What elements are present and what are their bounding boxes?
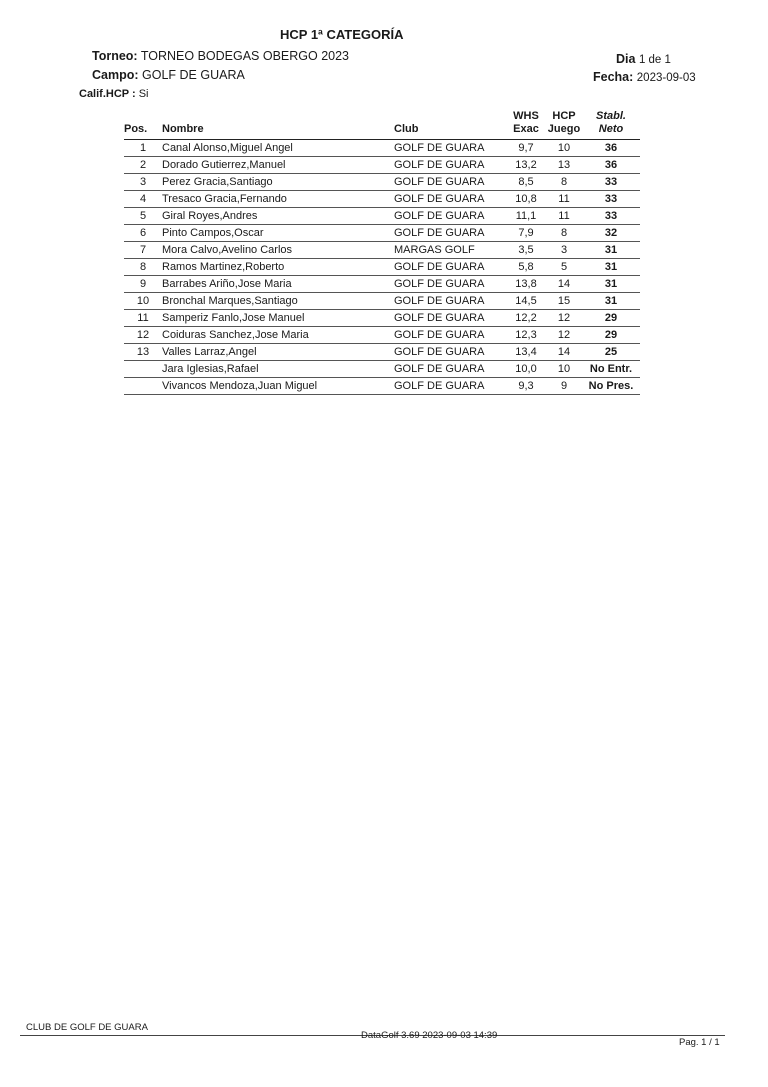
dia-line (616, 52, 671, 66)
row-neto: 32 (582, 225, 640, 242)
row-name: Vivancos Mendoza,Juan Miguel (162, 378, 390, 395)
row-hcp: 12 (546, 310, 582, 327)
row-club: GOLF DE GUARA (390, 378, 506, 395)
row-whs: 10,8 (506, 191, 546, 208)
fecha-line (593, 70, 696, 84)
row-whs: 13,4 (506, 344, 546, 361)
row-pos: 4 (124, 191, 162, 208)
row-whs: 13,8 (506, 276, 546, 293)
row-club: GOLF DE GUARA (390, 293, 506, 310)
row-whs: 10,0 (506, 361, 546, 378)
results-body (124, 140, 640, 395)
table-row (124, 276, 640, 293)
row-name: Pinto Campos,Oscar (162, 225, 390, 242)
row-name: Ramos Martinez,Roberto (162, 259, 390, 276)
col-neto-line1: Stabl. (596, 110, 626, 122)
table-row (124, 259, 640, 276)
report-title: HCP 1ª CATEGORÍA (280, 27, 404, 42)
col-whs-line1: WHS (513, 110, 539, 122)
row-whs: 13,2 (506, 157, 546, 174)
calif-label: Calif.HCP : (79, 88, 136, 100)
row-hcp: 8 (546, 174, 582, 191)
row-club: GOLF DE GUARA (390, 327, 506, 344)
row-neto: 31 (582, 276, 640, 293)
row-whs: 12,3 (506, 327, 546, 344)
row-neto: 31 (582, 242, 640, 259)
row-hcp: 15 (546, 293, 582, 310)
table-row (124, 327, 640, 344)
row-name: Valles Larraz,Angel (162, 344, 390, 361)
row-hcp: 5 (546, 259, 582, 276)
row-pos (124, 378, 162, 395)
row-hcp: 8 (546, 225, 582, 242)
torneo-value: TORNEO BODEGAS OBERGO 2023 (140, 49, 350, 63)
row-name: Jara Iglesias,Rafael (162, 361, 390, 378)
row-hcp: 10 (546, 140, 582, 157)
row-pos: 13 (124, 344, 162, 361)
row-hcp: 14 (546, 276, 582, 293)
row-club: GOLF DE GUARA (390, 361, 506, 378)
row-pos: 6 (124, 225, 162, 242)
row-pos (124, 361, 162, 378)
campo-line (92, 68, 245, 82)
footer-club: CLUB DE GOLF DE GUARA (26, 1022, 148, 1033)
row-neto: 31 (582, 293, 640, 310)
table-row (124, 174, 640, 191)
col-whs (506, 110, 546, 140)
row-hcp: 3 (546, 242, 582, 259)
table-row (124, 310, 640, 327)
table-row (124, 208, 640, 225)
row-pos: 9 (124, 276, 162, 293)
table-row (124, 191, 640, 208)
col-hcp-line1: HCP (552, 110, 576, 122)
row-club: GOLF DE GUARA (390, 259, 506, 276)
torneo-line (92, 49, 349, 63)
table-row (124, 293, 640, 310)
row-club: GOLF DE GUARA (390, 191, 506, 208)
row-pos: 10 (124, 293, 162, 310)
table-row (124, 378, 640, 395)
row-pos: 12 (124, 327, 162, 344)
row-pos: 11 (124, 310, 162, 327)
row-name: Dorado Gutierrez,Manuel (162, 157, 390, 174)
row-club: GOLF DE GUARA (390, 276, 506, 293)
row-club: GOLF DE GUARA (390, 140, 506, 157)
col-pos: Pos. (124, 110, 162, 140)
row-whs: 8,5 (506, 174, 546, 191)
row-whs: 9,3 (506, 378, 546, 395)
col-neto-line2: Neto (598, 123, 624, 135)
row-neto: 33 (582, 191, 640, 208)
torneo-label: Torneo: (92, 49, 138, 63)
row-whs: 5,8 (506, 259, 546, 276)
table-row (124, 140, 640, 157)
row-neto: No Pres. (582, 378, 640, 395)
row-hcp: 12 (546, 327, 582, 344)
table-row (124, 157, 640, 174)
row-neto: 29 (582, 327, 640, 344)
dia-label: Dia (616, 52, 636, 66)
row-pos: 5 (124, 208, 162, 225)
row-pos: 2 (124, 157, 162, 174)
row-club: GOLF DE GUARA (390, 344, 506, 361)
row-name: Giral Royes,Andres (162, 208, 390, 225)
row-neto: 36 (582, 157, 640, 174)
row-hcp: 11 (546, 191, 582, 208)
row-pos: 1 (124, 140, 162, 157)
col-club: Club (390, 110, 506, 140)
row-name: Canal Alonso,Miguel Angel (162, 140, 390, 157)
campo-value: GOLF DE GUARA (142, 68, 245, 82)
campo-label: Campo: (92, 68, 139, 82)
fecha-label: Fecha: (593, 70, 634, 84)
col-hcp-line2: Juego (547, 123, 581, 135)
calif-line (79, 88, 148, 100)
row-name: Barrabes Ariño,Jose Maria (162, 276, 390, 293)
row-hcp: 11 (546, 208, 582, 225)
table-row (124, 361, 640, 378)
col-hcp (546, 110, 582, 140)
row-name: Samperiz Fanlo,Jose Manuel (162, 310, 390, 327)
footer-page: Pag. 1 / 1 (679, 1037, 720, 1048)
row-club: MARGAS GOLF (390, 242, 506, 259)
row-hcp: 10 (546, 361, 582, 378)
calif-value: Si (138, 88, 149, 100)
row-club: GOLF DE GUARA (390, 208, 506, 225)
table-row (124, 344, 640, 361)
row-whs: 7,9 (506, 225, 546, 242)
row-club: GOLF DE GUARA (390, 310, 506, 327)
row-club: GOLF DE GUARA (390, 174, 506, 191)
row-hcp: 9 (546, 378, 582, 395)
row-name: Perez Gracia,Santiago (162, 174, 390, 191)
row-whs: 3,5 (506, 242, 546, 259)
row-club: GOLF DE GUARA (390, 225, 506, 242)
row-name: Bronchal Marques,Santiago (162, 293, 390, 310)
row-whs: 11,1 (506, 208, 546, 225)
fecha-value: 2023-09-03 (636, 72, 696, 84)
footer-version: DataGolf 3.69 2023-09-03 14:39 (361, 1030, 498, 1041)
row-whs: 12,2 (506, 310, 546, 327)
row-pos: 3 (124, 174, 162, 191)
footer-divider-left (20, 1035, 160, 1036)
row-neto: 29 (582, 310, 640, 327)
row-name: Tresaco Gracia,Fernando (162, 191, 390, 208)
row-neto: 36 (582, 140, 640, 157)
row-club: GOLF DE GUARA (390, 157, 506, 174)
table-row (124, 225, 640, 242)
row-neto: No Entr. (582, 361, 640, 378)
row-neto: 31 (582, 259, 640, 276)
row-name: Mora Calvo,Avelino Carlos (162, 242, 390, 259)
row-hcp: 13 (546, 157, 582, 174)
table-row (124, 242, 640, 259)
col-nombre: Nombre (162, 110, 390, 140)
row-pos: 8 (124, 259, 162, 276)
col-neto (582, 110, 640, 140)
dia-value: 1 de 1 (638, 54, 671, 66)
results-table (124, 110, 640, 395)
table-header-row (124, 110, 640, 140)
row-whs: 14,5 (506, 293, 546, 310)
row-neto: 25 (582, 344, 640, 361)
row-whs: 9,7 (506, 140, 546, 157)
row-neto: 33 (582, 174, 640, 191)
row-pos: 7 (124, 242, 162, 259)
row-neto: 33 (582, 208, 640, 225)
col-whs-line2: Exac (513, 123, 539, 135)
row-name: Coiduras Sanchez,Jose Maria (162, 327, 390, 344)
row-hcp: 14 (546, 344, 582, 361)
